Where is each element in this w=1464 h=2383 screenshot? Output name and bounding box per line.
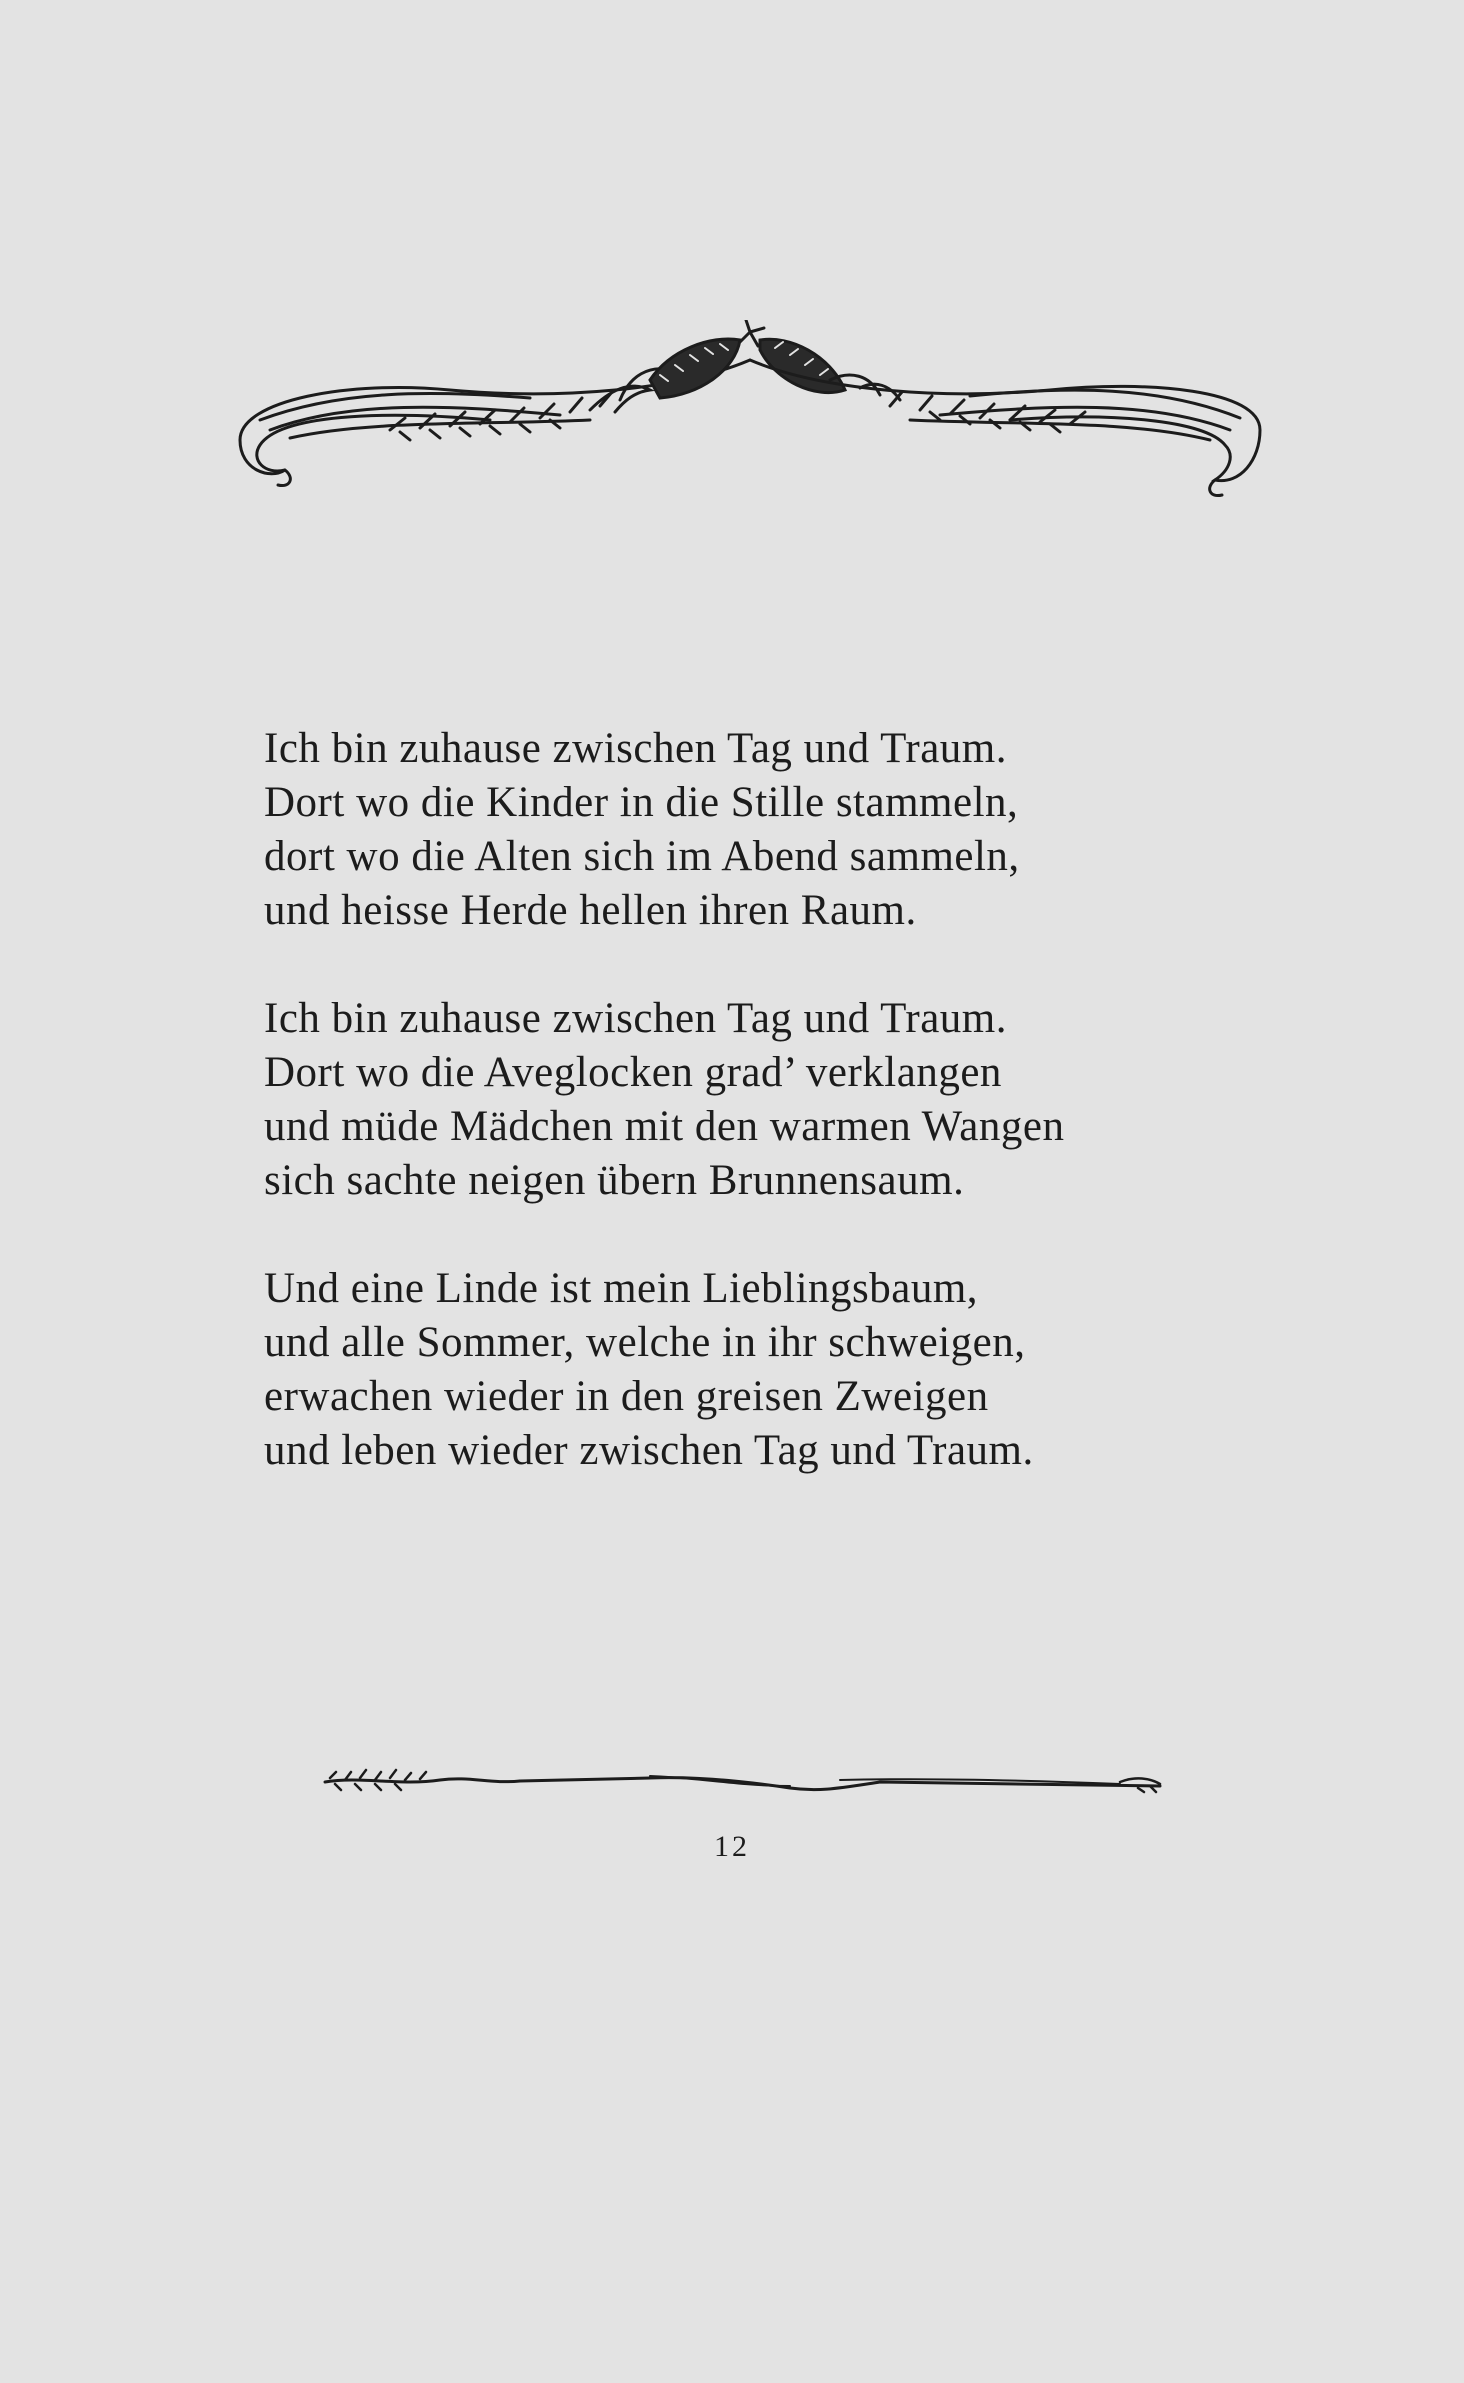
stanza [264, 1262, 1264, 1478]
poem-line: Und eine Linde ist mein Lieblingsbaum, [264, 1265, 979, 1312]
poem-line: Ich bin zuhause zwischen Tag und Traum. [264, 725, 1007, 772]
tailpiece-rule-icon [320, 1762, 1170, 1802]
stanza [264, 722, 1264, 938]
poem-line: Ich bin zuhause zwischen Tag und Traum. [264, 995, 1007, 1042]
poem-line: und müde Mädchen mit den warmen Wangen [264, 1103, 1065, 1150]
poem-line: dort wo die Alten sich im Abend sammeln, [264, 833, 1020, 880]
poem-line: Dort wo die Kinder in die Stille stammeln, [264, 779, 1019, 826]
poem [264, 722, 1264, 1478]
poem-line: erwachen wieder in den greisen Zweigen [264, 1373, 989, 1420]
page-number: 12 [714, 1830, 750, 1863]
poem-line: sich sachte neigen übern Brunnensaum. [264, 1157, 965, 1204]
poem-line: Dort wo die Aveglocken grad’ verklangen [264, 1049, 1002, 1096]
poem-line: und heisse Herde hellen ihren Raum. [264, 887, 917, 934]
floral-headpiece-icon [230, 320, 1270, 520]
stanza [264, 992, 1264, 1208]
poem-line: und leben wieder zwischen Tag und Traum. [264, 1427, 1034, 1474]
poem-line: und alle Sommer, welche in ihr schweigen, [264, 1319, 1026, 1366]
